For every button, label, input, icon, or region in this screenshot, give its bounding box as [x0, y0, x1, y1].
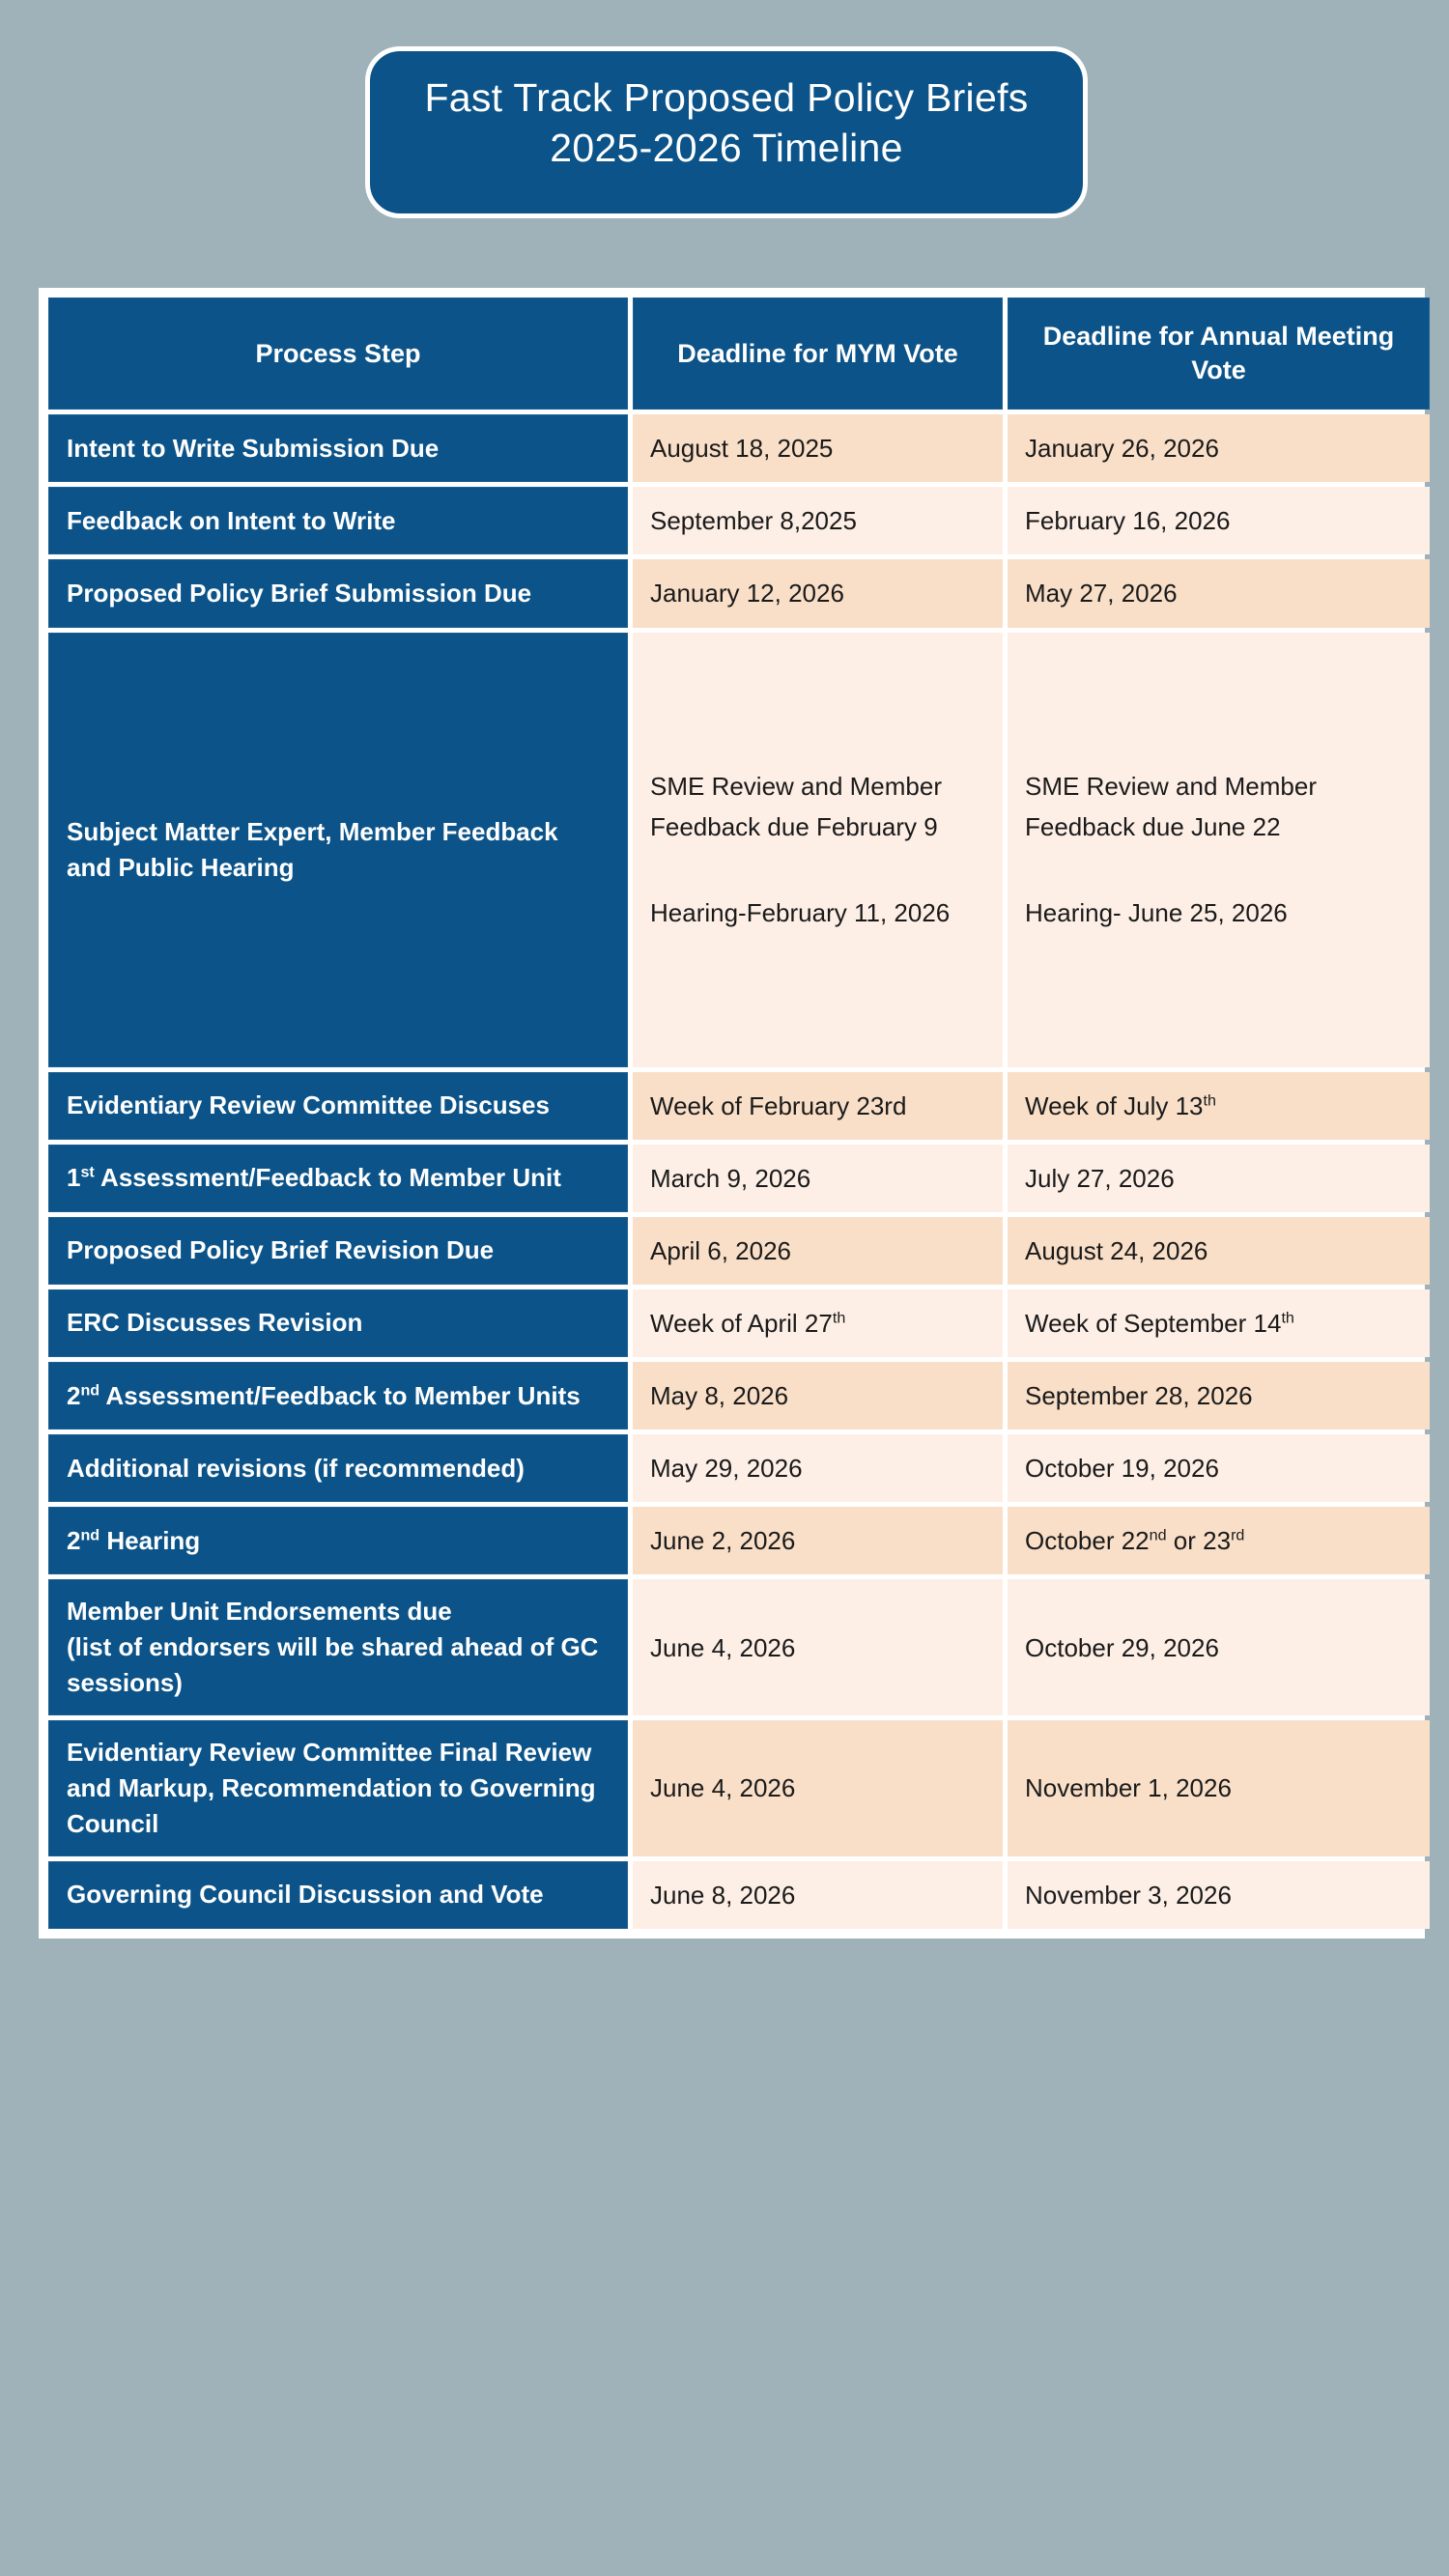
ordinal-suffix: nd	[1149, 1526, 1167, 1544]
step-label-text: Assessment/Feedback to Member Unit	[94, 1163, 561, 1193]
row-annual-date: October 29, 2026	[1008, 1579, 1430, 1715]
row-annual-date: September 28, 2026	[1008, 1362, 1430, 1430]
mym-hearing: Hearing-February 11, 2026	[650, 897, 951, 927]
row-annual-date: July 27, 2026	[1008, 1145, 1430, 1212]
row-annual-date: May 27, 2026	[1008, 559, 1430, 627]
row-mym-date: September 8,2025	[633, 487, 1003, 554]
row-step-label: Subject Matter Expert, Member Feedback and Public Hearing	[48, 633, 628, 1067]
table-row	[48, 1289, 1430, 1357]
header-process-step: Process Step	[48, 297, 628, 410]
timeline-table-wrapper	[39, 288, 1425, 1939]
table-row	[48, 1072, 1430, 1140]
row-annual-date	[1008, 1507, 1430, 1574]
table-row	[48, 559, 1430, 627]
row-mym-date: August 18, 2025	[633, 414, 1003, 482]
table-row	[48, 1217, 1430, 1285]
table-row	[48, 1720, 1430, 1856]
annual-date-text: Week of September 14	[1025, 1308, 1282, 1338]
table-header-row	[48, 297, 1430, 410]
row-annual-date: November 3, 2026	[1008, 1861, 1430, 1929]
table-body	[48, 414, 1430, 1929]
ordinal-suffix: th	[832, 1309, 846, 1327]
annual-hearing: Hearing- June 25, 2026	[1025, 897, 1288, 927]
row-step-label: Intent to Write Submission Due	[48, 414, 628, 482]
step-ordinal-number: 2	[67, 1380, 81, 1410]
row-step-label: Additional revisions (if recommended)	[48, 1434, 628, 1502]
row-annual-date: November 1, 2026	[1008, 1720, 1430, 1856]
row-mym-date	[633, 1289, 1003, 1357]
row-annual-date: February 16, 2026	[1008, 487, 1430, 554]
row-step-label	[48, 1507, 628, 1574]
row-step-label: Evidentiary Review Committee Discuses	[48, 1072, 628, 1140]
row-step-label: Governing Council Discussion and Vote	[48, 1861, 628, 1929]
timeline-table	[43, 293, 1435, 1934]
step-ordinal-number: 2	[67, 1525, 81, 1555]
row-mym-date: Week of February 23rd	[633, 1072, 1003, 1140]
row-annual-date: August 24, 2026	[1008, 1217, 1430, 1285]
ordinal-suffix-2: rd	[1231, 1526, 1245, 1544]
annual-date-text-2: or 23	[1166, 1526, 1232, 1556]
row-mym-date	[633, 633, 1003, 1067]
table-row	[48, 414, 1430, 482]
table-row	[48, 1579, 1430, 1715]
row-mym-date: May 8, 2026	[633, 1362, 1003, 1430]
row-step-label	[48, 1362, 628, 1430]
row-step-label: Feedback on Intent to Write	[48, 487, 628, 554]
ordinal-suffix: nd	[80, 1526, 100, 1544]
title-banner	[365, 46, 1088, 218]
row-annual-date	[1008, 1289, 1430, 1357]
row-mym-date: March 9, 2026	[633, 1145, 1003, 1212]
step-label-text: Hearing	[99, 1525, 201, 1555]
table-row	[48, 1507, 1430, 1574]
row-mym-date: June 2, 2026	[633, 1507, 1003, 1574]
table-row	[48, 1362, 1430, 1430]
header-mym-vote: Deadline for MYM Vote	[633, 297, 1003, 410]
mym-date-text: Week of April 27	[650, 1308, 833, 1338]
table-row	[48, 1434, 1430, 1502]
title-line-1: Fast Track Proposed Policy Briefs	[424, 75, 1029, 120]
header-annual-vote: Deadline for Annual Meeting Vote	[1008, 297, 1430, 410]
table-row	[48, 633, 1430, 1067]
step-ordinal-number: 1	[67, 1163, 81, 1193]
table-row	[48, 1861, 1430, 1929]
row-step-label: ERC Discusses Revision	[48, 1289, 628, 1357]
step-label-text: Assessment/Feedback to Member Units	[99, 1380, 581, 1410]
row-mym-date: May 29, 2026	[633, 1434, 1003, 1502]
row-step-label: Proposed Policy Brief Submission Due	[48, 559, 628, 627]
ordinal-suffix: th	[1203, 1090, 1216, 1109]
title-line-2: 2025-2026 Timeline	[550, 126, 903, 171]
spacer	[1025, 848, 1412, 892]
row-mym-date: June 8, 2026	[633, 1861, 1003, 1929]
annual-date-text: Week of July 13	[1025, 1090, 1204, 1120]
table-row	[48, 1145, 1430, 1212]
row-step-label: Evidentiary Review Committee Final Review and Markup, Recommendation to Governing Council	[48, 1720, 628, 1856]
row-annual-date: October 19, 2026	[1008, 1434, 1430, 1502]
row-mym-date: June 4, 2026	[633, 1720, 1003, 1856]
annual-sme-review: SME Review and Member Feedback due June 22	[1025, 772, 1317, 842]
row-step-label: Proposed Policy Brief Revision Due	[48, 1217, 628, 1285]
row-step-label	[48, 1145, 628, 1212]
row-annual-date	[1008, 633, 1430, 1067]
ordinal-suffix: th	[1281, 1309, 1294, 1327]
row-mym-date: April 6, 2026	[633, 1217, 1003, 1285]
mym-sme-review: SME Review and Member Feedback due February 9	[650, 772, 942, 842]
step-line-1: Member Unit Endorsements due	[67, 1597, 452, 1627]
row-annual-date	[1008, 1072, 1430, 1140]
row-annual-date: January 26, 2026	[1008, 414, 1430, 482]
title-box	[365, 46, 1088, 218]
row-mym-date: January 12, 2026	[633, 559, 1003, 627]
annual-date-text: October 22	[1025, 1526, 1150, 1556]
row-step-label	[48, 1579, 628, 1715]
step-line-2: (list of endorsers will be shared ahead of GC sessions)	[67, 1632, 599, 1698]
table-row	[48, 487, 1430, 554]
ordinal-suffix: nd	[80, 1380, 100, 1399]
row-mym-date: June 4, 2026	[633, 1579, 1003, 1715]
spacer	[650, 848, 985, 892]
ordinal-suffix: st	[80, 1163, 95, 1181]
